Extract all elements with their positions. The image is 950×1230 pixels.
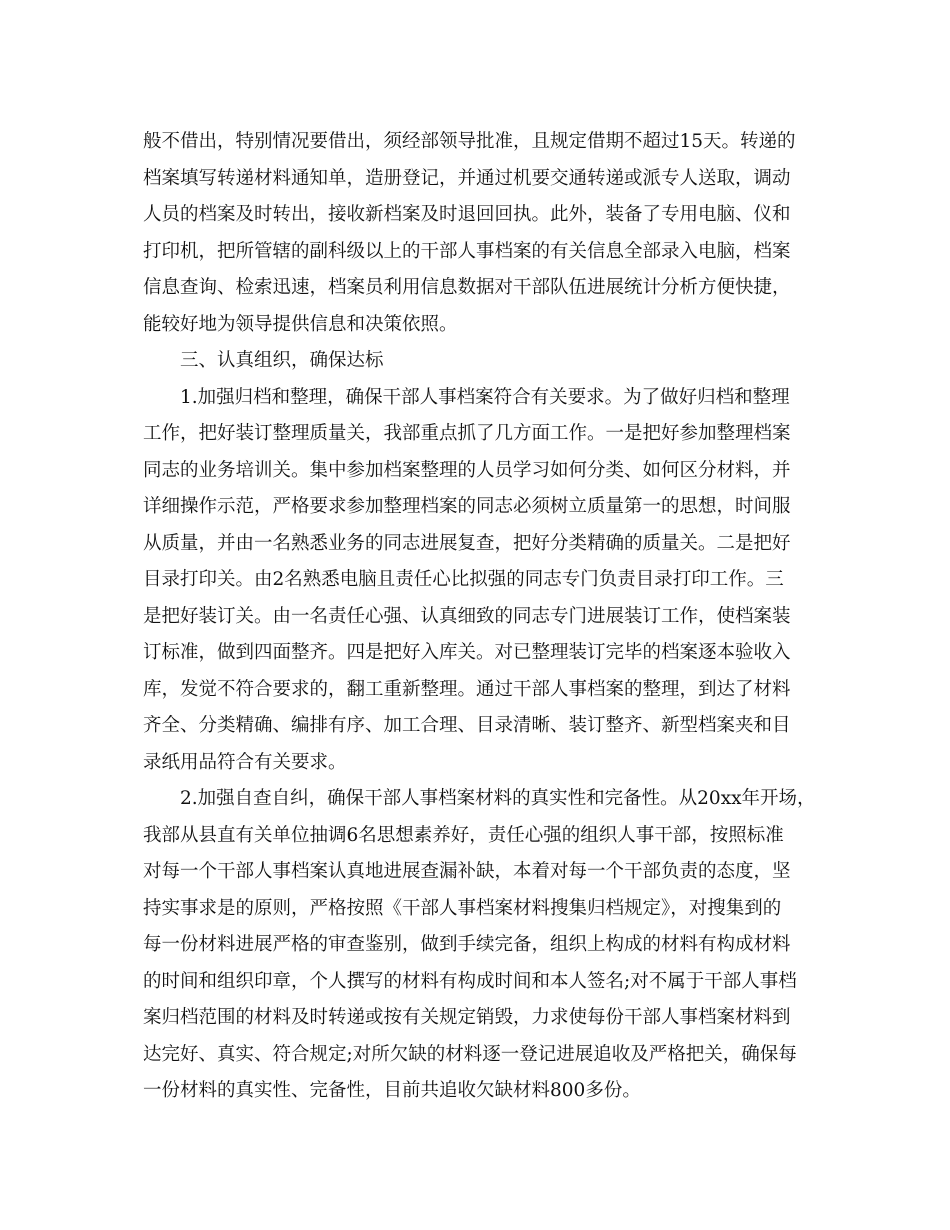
document-body <box>143 124 816 1110</box>
text-line: 般不借出，特别情况要借出，须经部领导批准，且规定借期不超过15天。转递的 <box>143 131 796 152</box>
section-heading: 三、认真组织，确保达标 <box>180 350 384 371</box>
text-line: 达完好、真实、符合规定;对所欠缺的材料逐一登记进展追收及严格把关，确保每 <box>143 1043 797 1065</box>
text-line: 目录打印关。由2名熟悉电脑且责任心比拟强的同志专门负责目录打印工作。三 <box>143 569 784 590</box>
text-line: 每一份材料进展严格的审查鉴别，做到手续完备，组织上构成的材料有构成材料 <box>143 934 791 955</box>
text-line: 同志的业务培训关。集中参加档案整理的人员学习如何分类、如何区分材料，并 <box>143 459 791 481</box>
text-line: 是把好装订关。由一名责任心强、认真细致的同志专门进展装订工作，使档案装 <box>143 605 791 627</box>
text-line: 订标准，做到四面整齐。四是把好入库关。对已整理装订完毕的档案逐本验收入 <box>143 642 791 663</box>
text-line: 持实事求是的原则，严格按照《干部人事档案材料搜集归档规定》，对搜集到的 <box>143 897 782 919</box>
paragraph-first-line: 1.加强归档和整理，确保干部人事档案符合有关要求。为了做好归档和整理 <box>180 386 790 408</box>
text-line: 人员的档案及时转出，接收新档案及时退回回执。此外，装备了专用电脑、仪和 <box>143 204 791 225</box>
text-line: 库，发觉不符合要求的，翻工重新整理。通过干部人事档案的整理，到达了材料 <box>143 678 791 700</box>
text-line: 能较好地为领导提供信息和决策依照。 <box>143 313 458 335</box>
text-line: 录纸用品符合有关要求。 <box>143 751 347 773</box>
text-line: 齐全、分类精确、编排有序、加工合理、目录清晰、装订整齐、新型档案夹和目 <box>143 715 791 736</box>
text-line: 工作，把好装订整理质量关，我部重点抓了几方面工作。一是把好参加整理档案 <box>143 423 791 444</box>
text-line: 一份材料的真实性、完备性，目前共追收欠缺材料800多份。 <box>143 1080 641 1101</box>
text-line: 档案填写转递材料通知单，造册登记，并通过机要交通转递或派专人送取，调动 <box>143 167 791 189</box>
text-line: 从质量，并由一名熟悉业务的同志进展复查，把好分类精确的质量关。二是把好 <box>143 532 791 554</box>
text-line: 详细操作示范，严格要求参加整理档案的同志必须树立质量第一的思想，时间服 <box>143 496 791 517</box>
text-line: 信息查询、检索迅速，档案员利用信息数据对干部队伍进展统计分析方便快捷， <box>143 277 791 298</box>
text-line: 案归档范围的材料及时转递或按有关规定销毁，力求使每份干部人事档案材料到 <box>143 1007 791 1028</box>
text-line: 对每一个干部人事档案认真地进展查漏补缺，本着对每一个干部负责的态度，坚 <box>143 861 791 882</box>
paragraph-first-line: 2.加强自查自纠，确保干部人事档案材料的真实性和完备性。从20xx年开场， <box>180 788 816 809</box>
text-line: 打印机，把所管辖的副科级以上的干部人事档案的有关信息全部录入电脑，档案 <box>143 240 791 262</box>
text-line: 我部从县直有关单位抽调6名思想素养好，责任心强的组织人事干部，按照标准 <box>143 824 784 846</box>
text-line: 的时间和组织印章，个人撰写的材料有构成时间和本人签名;对不属于干部人事档 <box>143 970 797 992</box>
